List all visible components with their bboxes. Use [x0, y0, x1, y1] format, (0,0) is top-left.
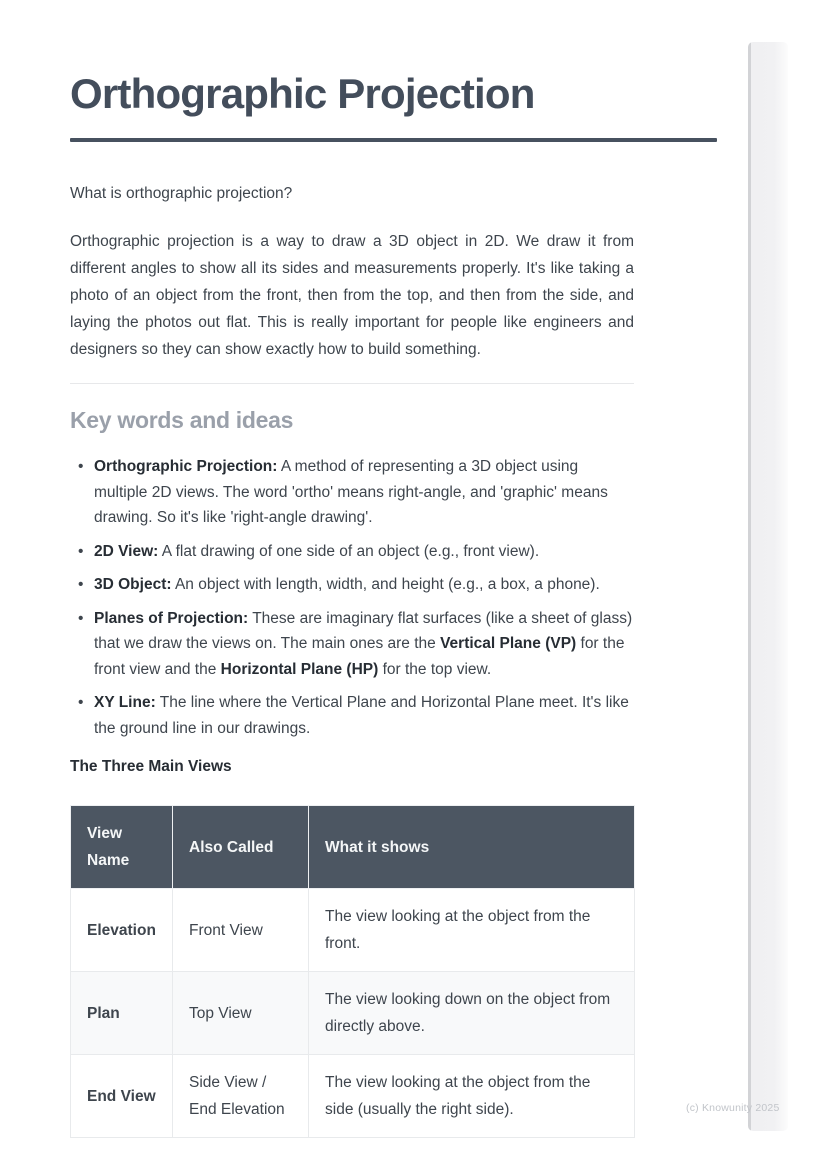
table-header-row — [71, 806, 635, 889]
keyword-list — [70, 454, 634, 741]
table-header-cell: Also Called — [173, 806, 309, 889]
what-it-shows-cell: The view looking at the object from the front. — [309, 889, 635, 972]
keyword-list-item: • Orthographic Projection: A method of representing a 3D object using multiple 2D views. The word 'ortho' means right-angle, and 'graphic' means drawing. So it's like 'right-angle drawing'. — [94, 454, 634, 531]
what-it-shows-cell: The view looking at the object from the side (usually the right side). — [309, 1055, 635, 1138]
also-called-cell: Top View — [173, 972, 309, 1055]
section-heading: Key words and ideas — [70, 407, 294, 433]
watermark: (c) Knowunity 2025 — [686, 1102, 780, 1114]
table-row — [71, 1055, 635, 1138]
table-row — [71, 889, 635, 972]
title-underline-rule — [70, 138, 717, 142]
intro-question: What is orthographic projection? — [70, 185, 293, 202]
table-header-cell: View Name — [71, 806, 173, 889]
section-divider — [70, 383, 634, 384]
page-title: Orthographic Projection — [70, 70, 535, 117]
also-called-cell: Side View / End Elevation — [173, 1055, 309, 1138]
keyword-list-item: • 3D Object: An object with length, width, and height (e.g., a box, a phone). — [94, 572, 634, 598]
page-edge-strip — [748, 42, 788, 1131]
views-table — [70, 805, 635, 1138]
document-content — [70, 0, 634, 1138]
view-name-cell: Plan — [71, 972, 173, 1055]
intro-paragraph: Orthographic projection is a way to draw a 3D object in 2D. We draw it from different angles to show all its sides and measurements properly. It's like taking a photo of an object from the front, then from the top, and then from the side, and laying the photos out flat. This is really important for people like engineers and designers so they can show exactly how to build something. — [70, 233, 634, 358]
table-heading: The Three Main Views — [70, 758, 232, 775]
view-name-cell: End View — [71, 1055, 173, 1138]
view-name-cell: Elevation — [71, 889, 173, 972]
table-header-cell: What it shows — [309, 806, 635, 889]
keyword-list-item: • Planes of Projection: These are imaginary flat surfaces (like a sheet of glass) that we draw the views on. The main ones are the Vertical Plane (VP) for the front view and the Horizontal Plane (HP) for the top view. — [94, 606, 634, 683]
what-it-shows-cell: The view looking down on the object from directly above. — [309, 972, 635, 1055]
table-row — [71, 972, 635, 1055]
keyword-list-item: • 2D View: A flat drawing of one side of an object (e.g., front view). — [94, 539, 634, 565]
also-called-cell: Front View — [173, 889, 309, 972]
keyword-list-item: • XY Line: The line where the Vertical Plane and Horizontal Plane meet. It's like the ground line in our drawings. — [94, 690, 634, 741]
